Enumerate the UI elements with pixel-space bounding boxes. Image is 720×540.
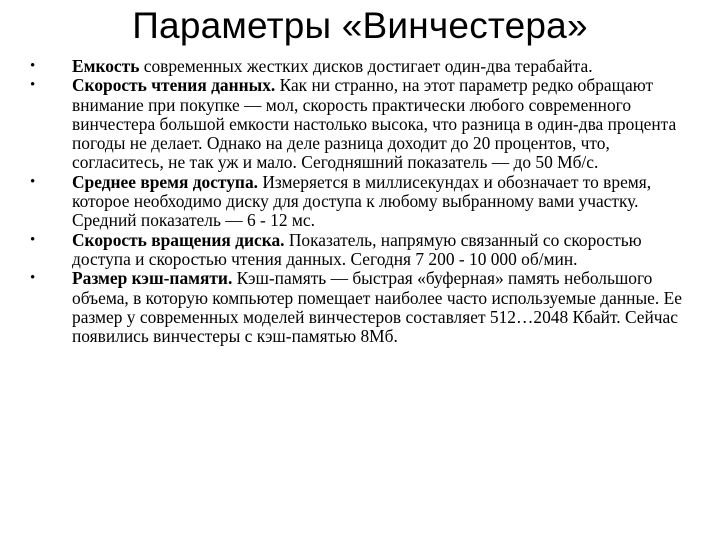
bullet-item-rotation-speed <box>30 231 698 270</box>
bullet-icon: • <box>30 270 36 287</box>
bullet-text: Как ни странно, на этот параметр редко обращают внимание при покупке — мол, скорость практически любого современного винчестера большой емкости настолько высока, что разница в один-два процента погоды не делает. Однако на деле разница доходит до 20 процентов, что, согласитесь, не так уж и мало. Сегодняшний показатель — до 50 Мб/с. <box>72 75 677 173</box>
bullet-item-read-speed <box>30 76 698 172</box>
bullet-lead: Среднее время доступа. <box>72 171 258 192</box>
bullet-lead: Размер кэш-памяти. <box>72 268 233 289</box>
bullet-text: Показатель, напрямую связанный со скоростью доступа и скоростью чтения данных. Сегодня 7 200 - 10 000 об/мин. <box>72 229 642 269</box>
bullet-icon: • <box>30 77 36 94</box>
bullet-text: современных жестких дисков достигает один-два терабайта. <box>139 56 593 76</box>
bullet-lead: Скорость вращения диска. <box>72 229 285 250</box>
bullet-text: Измеряется в миллисекундах и обозначает то время, которое необходимо диску для доступа к любому выбранному вами участку. Средний показатель — 6 - 12 мс. <box>72 171 652 231</box>
bullet-item-cache-size <box>30 269 698 346</box>
slide-title: Параметры «Винчестера» <box>132 5 588 46</box>
bullet-lead: Скорость чтения данных. <box>72 75 276 96</box>
bullet-icon: • <box>30 58 36 74</box>
bullet-list <box>30 57 698 346</box>
bullet-text: Кэш-память — быстрая «буферная» память небольшого объема, в которую компьютер помещает наиболее часто используемые данные. Ее размер у современных моделей винчестеров составляет 512…2048 Кбайт. Сейчас появились винчестеры с кэш-памятью 8Мб. <box>72 268 682 347</box>
bullet-item-access-time <box>30 173 698 231</box>
bullet-icon: • <box>30 231 36 248</box>
bullet-item-capacity <box>30 57 698 76</box>
bullet-lead: Емкость <box>72 56 140 76</box>
bullet-icon: • <box>30 173 36 190</box>
